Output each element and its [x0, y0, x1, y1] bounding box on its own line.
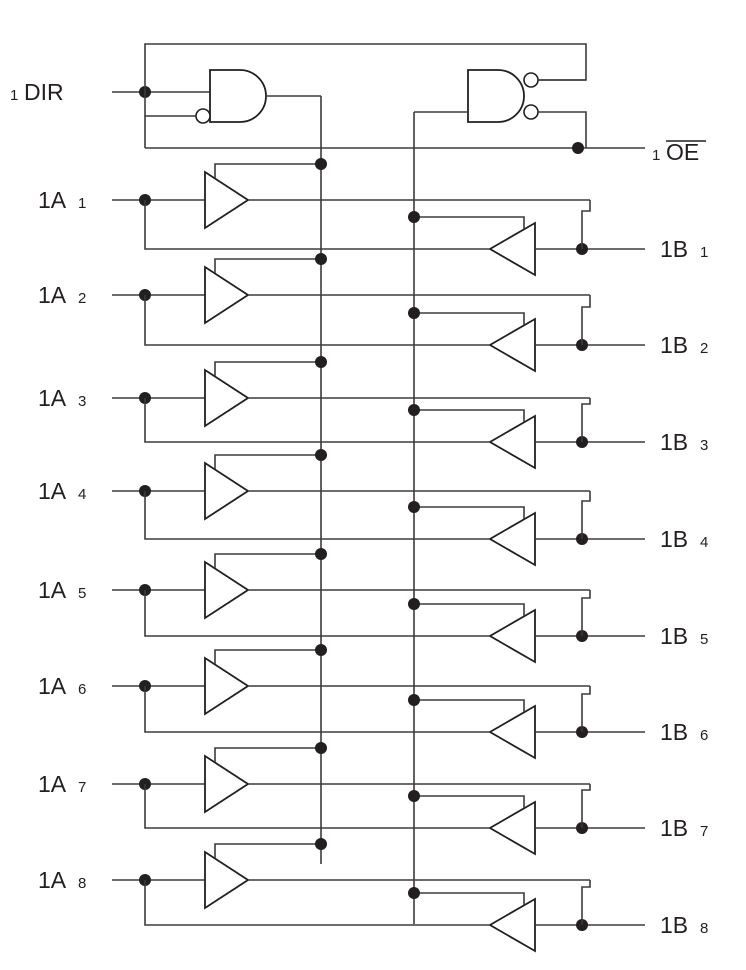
b-feedback-wire-4 [582, 491, 590, 539]
b-buffer-enable-wire-1 [414, 217, 524, 229]
a-buffer-5 [205, 562, 248, 618]
a-buffer-3 [205, 370, 248, 426]
b-enable-dot-7 [408, 790, 420, 802]
channel-a-6 [112, 644, 590, 714]
a-buffer-2 [205, 267, 248, 323]
a-buffer-enable-wire-2 [215, 259, 321, 273]
a-buffer-6 [205, 658, 248, 714]
a-buffer-1 [205, 172, 248, 228]
b-buffer-enable-wire-4 [414, 507, 524, 519]
a-enable-dot-4 [315, 449, 327, 461]
a-label-index-8: 8 [78, 875, 87, 892]
b-enable-dot-2 [408, 307, 420, 319]
oe-prefix-label: 1 [652, 147, 661, 164]
b-buffer-2 [490, 319, 535, 371]
b-buffer-5 [490, 610, 535, 662]
a-buffer-enable-wire-4 [215, 455, 321, 469]
b-label-index-8: 8 [700, 920, 709, 937]
b-label-6: 1B [660, 719, 689, 745]
a-enable-dot-7 [315, 742, 327, 754]
b-buffer-enable-wire-7 [414, 796, 524, 808]
b-enable-dot-5 [408, 598, 420, 610]
a-enable-dot-2 [315, 253, 327, 265]
dir-label: DIR [24, 79, 64, 105]
b-enable-dot-3 [408, 404, 420, 416]
a-enable-dot-6 [315, 644, 327, 656]
channel-a-8 [112, 838, 590, 908]
b-label-5: 1B [660, 623, 689, 649]
pin-labels [10, 79, 708, 938]
a-to-b-return-wire-2 [145, 295, 490, 345]
b-enable-dot-1 [408, 211, 420, 223]
a-label-index-4: 4 [78, 486, 87, 503]
b-label-index-2: 2 [700, 340, 709, 357]
a-buffer-enable-wire-3 [215, 362, 321, 376]
a-to-b-return-wire-6 [145, 686, 490, 732]
a-label-index-2: 2 [78, 290, 87, 307]
dir-prefix-label: 1 [10, 87, 19, 104]
b-buffer-enable-wire-6 [414, 700, 524, 712]
and-gate-left [196, 70, 266, 123]
a-label-8: 1A [38, 867, 67, 893]
b-buffer-4 [490, 513, 535, 565]
b-label-3: 1B [660, 429, 689, 455]
b-label-index-6: 6 [700, 727, 709, 744]
channel-a-5 [112, 548, 590, 618]
b-label-1: 1B [660, 236, 689, 262]
b-label-2: 1B [660, 332, 689, 358]
b-feedback-wire-3 [582, 398, 590, 442]
a-to-b-return-wire-7 [145, 784, 490, 828]
channel-a-7 [112, 742, 590, 812]
channel-a-3 [112, 356, 590, 426]
b-buffer-enable-wire-8 [414, 893, 524, 905]
b-buffer-enable-wire-5 [414, 604, 524, 616]
b-label-4: 1B [660, 526, 689, 552]
dir-lower-branch-wire [145, 92, 196, 116]
a-buffer-enable-wire-6 [215, 650, 321, 664]
b-enable-dot-6 [408, 694, 420, 706]
a-enable-dot-5 [315, 548, 327, 560]
oe-junction-dot [572, 142, 584, 154]
b-label-index-3: 3 [700, 437, 709, 454]
b-feedback-wire-7 [582, 784, 590, 828]
b-label-7: 1B [660, 815, 689, 841]
control-section [112, 44, 645, 924]
b-feedback-wire-6 [582, 686, 590, 732]
a-label-6: 1A [38, 673, 67, 699]
b-enable-dot-4 [408, 501, 420, 513]
b-buffer-8 [490, 899, 535, 951]
channel-a-4 [112, 449, 590, 519]
b-feedback-wire-8 [582, 880, 590, 925]
b-buffer-6 [490, 706, 535, 758]
channel-rows [112, 158, 645, 951]
b-label-index-1: 1 [700, 244, 709, 261]
a-label-3: 1A [38, 385, 67, 411]
oe-label: OE [666, 139, 700, 165]
a-buffer-8 [205, 852, 248, 908]
a-label-index-6: 6 [78, 681, 87, 698]
a-label-4: 1A [38, 478, 67, 504]
a-label-1: 1A [38, 187, 67, 213]
a-label-index-3: 3 [78, 393, 87, 410]
b-buffer-1 [490, 223, 535, 275]
a-buffer-4 [205, 463, 248, 519]
b-label-8: 1B [660, 912, 689, 938]
b-label-index-5: 5 [700, 631, 709, 648]
a-label-index-5: 5 [78, 585, 87, 602]
a-enable-dot-8 [315, 838, 327, 850]
b-enable-dot-8 [408, 887, 420, 899]
a-label-index-1: 1 [78, 195, 87, 212]
a-enable-dot-1 [315, 158, 327, 170]
a-enable-dot-3 [315, 356, 327, 368]
b-buffer-enable-wire-3 [414, 410, 524, 422]
a-to-b-return-wire-5 [145, 590, 490, 636]
b-feedback-wire-1 [582, 200, 590, 249]
a-to-b-return-wire-4 [145, 491, 490, 539]
a-label-5: 1A [38, 577, 67, 603]
b-feedback-wire-5 [582, 590, 590, 636]
a-buffer-enable-wire-5 [215, 554, 321, 568]
a-label-2: 1A [38, 282, 67, 308]
b-buffer-3 [490, 416, 535, 468]
a-buffer-enable-wire-1 [215, 164, 321, 178]
a-to-b-return-wire-8 [145, 880, 490, 925]
b-label-index-4: 4 [700, 534, 709, 551]
b-buffer-7 [490, 802, 535, 854]
b-label-index-7: 7 [700, 823, 709, 840]
a-to-b-return-wire-1 [145, 200, 490, 249]
a-to-b-return-wire-3 [145, 398, 490, 442]
a-label-index-7: 7 [78, 779, 87, 796]
b-feedback-wire-2 [582, 295, 590, 345]
and-gate-right [468, 70, 538, 122]
a-buffer-enable-wire-8 [215, 844, 321, 858]
a-label-7: 1A [38, 771, 67, 797]
a-buffer-7 [205, 756, 248, 812]
b-buffer-enable-wire-2 [414, 313, 524, 325]
a-buffer-enable-wire-7 [215, 748, 321, 762]
